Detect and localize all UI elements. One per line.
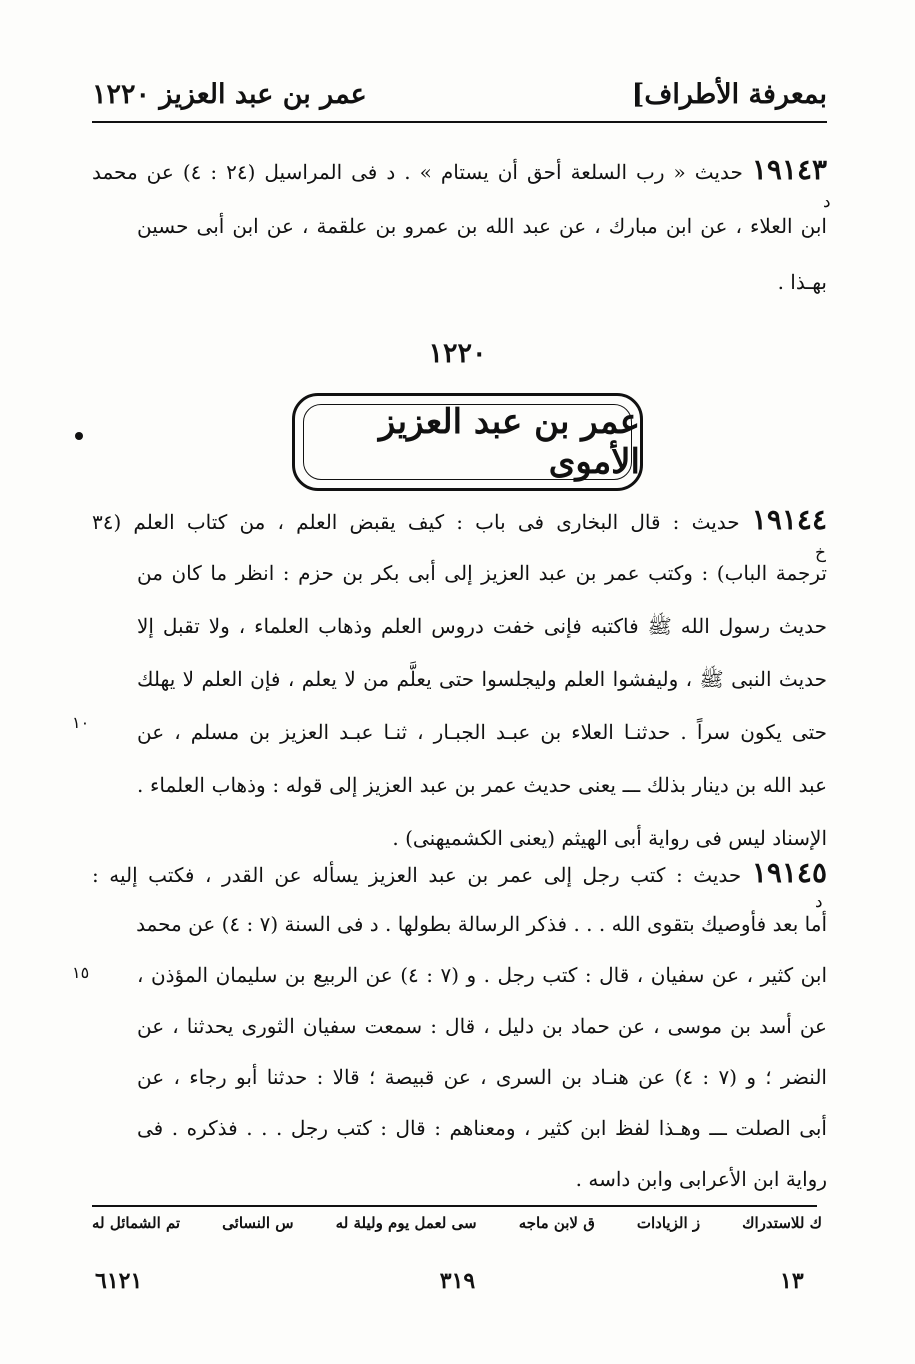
header-rule xyxy=(92,121,827,123)
siglum: ك للاستدراك xyxy=(742,1214,822,1232)
source-mark: خ xyxy=(815,543,826,563)
sigla-key xyxy=(92,1214,822,1244)
source-mark: د xyxy=(823,192,831,212)
chapter-title: عمر بن عبد العزيز الأموى xyxy=(378,402,640,482)
entry-text-2: أما بعد فأوصيك بتقوى الله . . . فذكر الرسالة بطولها . د فى السنة (٧ : ٤) عن محمد xyxy=(136,912,827,936)
entry-line xyxy=(92,150,827,190)
entry-text-4: عن أسد بن موسى ، عن حماد بن دليل ، قال : سمعت سفيان الثورى يحدثنا ، عن xyxy=(137,1014,827,1038)
entry-text-3: ابن كثير ، عن سفيان ، قال : كتب رجل . و (٧ : ٤) عن الربيع بن سليمان المؤذن ، xyxy=(137,963,827,987)
volume-page-number: ٦١٢١ xyxy=(95,1268,143,1294)
chapter-title-frame xyxy=(292,393,643,491)
entry-number: ١٩١٤٥ xyxy=(751,856,828,889)
entry-text-7: رواية ابن الأعرابى وابن داسه . xyxy=(575,1167,827,1191)
line-number: ١٠ xyxy=(72,713,90,732)
entry-text-4: حديث النبى ﷺ ، وليفشوا العلم وليجلسوا حتى يعلَّم من لا يعلم ، فإن العلم لا يهلك xyxy=(137,667,827,691)
running-header xyxy=(92,70,827,118)
entry-text-1: حديث : قال البخارى فى باب : كيف يقبض العلم ، من كتاب العلم (٣٤ xyxy=(92,510,740,534)
hadith-entry-19145 xyxy=(92,853,827,1193)
siglum: تم الشمائل له xyxy=(92,1214,181,1232)
siglum: سى لعمل يوم وليلة له xyxy=(335,1214,477,1232)
entry-text-1: حديث : كتب رجل إلى عمر بن عبد العزيز يسأله عن القدر ، فكتب إليه : xyxy=(92,863,742,887)
entry-number: ١٩١٤٣ xyxy=(751,153,828,186)
volume-number: ١٣ xyxy=(780,1268,804,1294)
hadith-entry-19144 xyxy=(92,500,827,850)
margin-bullet xyxy=(75,432,83,440)
source-mark: د xyxy=(815,892,823,912)
running-header-section: بمعرفة الأطراف] xyxy=(631,78,827,110)
entry-text-6: عبد الله بن دينار بذلك ـــ يعنى حديث عمر بن عبد العزيز إلى قوله : وذهاب العلماء . xyxy=(137,773,827,797)
siglum: س النسائى xyxy=(222,1214,294,1232)
chapter-number: ١٢٢٠ xyxy=(428,338,487,369)
entry-text-2: ابن العلاء ، عن ابن مبارك ، عن عبد الله بن عمرو بن علقمة ، عن ابن أبى حسين xyxy=(137,214,827,238)
entry-text-1: حديث « رب السلعة أحق أن يستام » . د فى المراسيل (٢٤ : ٤) عن محمد xyxy=(92,160,743,184)
entry-text-6: أبى الصلت ـــ وهـذا لفظ ابن كثير ، ومعناهم : قال : كتب رجل . . . فذكره . فى xyxy=(137,1116,827,1140)
page-number: ٣١٩ xyxy=(439,1268,476,1294)
hadith-entry-19143 xyxy=(92,150,827,300)
entry-number: ١٩١٤٤ xyxy=(751,503,827,536)
entry-text-7: الإسناد ليس فى رواية أبى الهيثم (يعنى الكشميهنى) . xyxy=(392,826,827,850)
entry-line xyxy=(92,500,827,540)
entry-text-3: حديث رسول الله ﷺ فاكتبه فإنى خفت دروس العلم وذهاب العلماء ، ولا تقبل إلا xyxy=(137,614,827,638)
entry-text-5: حتى يكون سراً . حدثنـا العلاء بن عبـد الجبـار ، ثنـا عبـد العزيز بن مسلم ، عن xyxy=(137,720,827,744)
entry-text-3: بهـذا . xyxy=(777,270,827,294)
footer-rule xyxy=(92,1205,817,1207)
entry-text-2: ترجمة الباب) : وكتب عمر بن عبد العزيز إلى أبى بكر بن حزم : انظر ما كان من xyxy=(137,561,827,585)
siglum: ق لابن ماجه xyxy=(518,1214,595,1232)
entry-text-5: النضر ؛ و (٧ : ٤) عن هنـاد بن السرى ، عن قبيصة ؛ قالا : حدثنا أبو رجاء ، عن xyxy=(137,1065,827,1089)
entry-line xyxy=(92,853,827,893)
running-header-chapter: عمر بن عبد العزيز ١٢٢٠ xyxy=(92,78,367,110)
siglum: ز الزيادات xyxy=(636,1214,701,1232)
line-number: ١٥ xyxy=(72,963,90,982)
